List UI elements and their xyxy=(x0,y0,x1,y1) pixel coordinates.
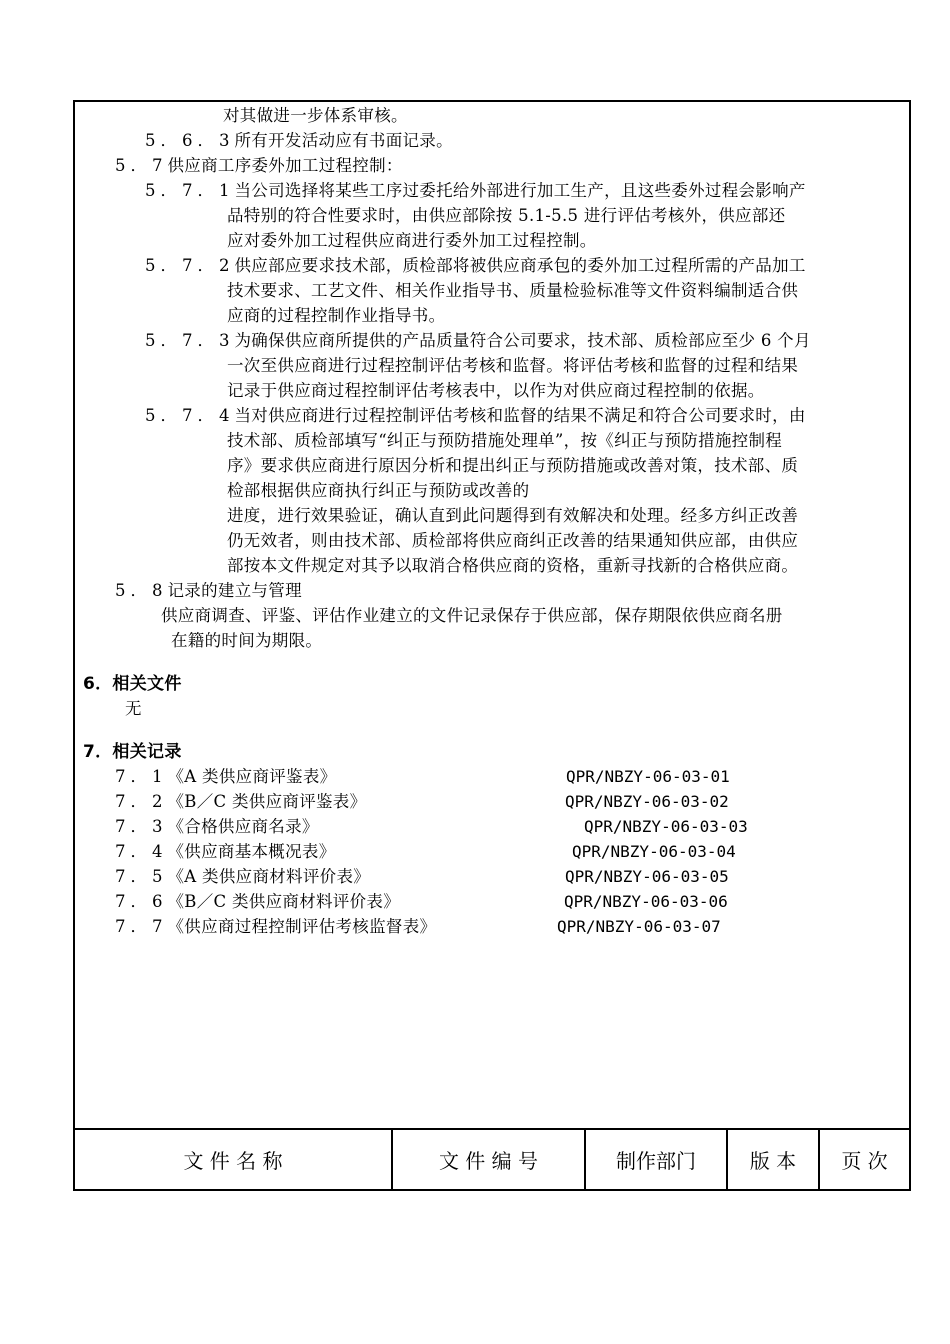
record-name: 《供应商基本概况表》 xyxy=(167,842,336,861)
record-item xyxy=(115,842,336,862)
record-code: QPR/NBZY-06-03-05 xyxy=(565,867,729,886)
clause-5-7-2 xyxy=(145,256,806,276)
record-name: 《合格供应商名录》 xyxy=(167,817,319,836)
record-number: 7．7 xyxy=(115,917,168,936)
record-code: QPR/NBZY-06-03-06 xyxy=(564,892,728,911)
text-line: 一次至供应商进行过程控制评估考核和监督。将评估考核和监督的过程和结果 xyxy=(227,356,799,375)
clause-text: 记录的建立与管理 xyxy=(167,581,302,600)
clause-number: 5．7．2 xyxy=(145,256,235,275)
record-code: QPR/NBZY-06-03-01 xyxy=(566,767,730,786)
footer-file-name: 文 件 名 称 xyxy=(75,1130,393,1189)
text-line: 技术要求、工艺文件、相关作业指导书、质量检验标准等文件资料编制适合供 xyxy=(227,281,799,300)
clause-5-6-3 xyxy=(145,131,453,151)
clause-number: 5．7．4 xyxy=(145,406,235,425)
clause-5-7-3 xyxy=(145,331,811,351)
document-frame xyxy=(73,100,911,1191)
section-7-heading: 7．相关记录 xyxy=(83,742,182,762)
clause-number: 5．6．3 xyxy=(145,131,235,150)
record-code: QPR/NBZY-06-03-04 xyxy=(572,842,736,861)
text-line: 检部根据供应商执行纠正与预防或改善的 xyxy=(227,481,530,500)
clause-number: 5．7．3 xyxy=(145,331,235,350)
text-line: 供应商调查、评鉴、评估作业建立的文件记录保存于供应部，保存期限依供应商名册 xyxy=(161,606,783,625)
record-code: QPR/NBZY-06-03-07 xyxy=(557,917,721,936)
clause-text: 为确保供应商所提供的产品质量符合公司要求，技术部、质检部应至少 6 个月 xyxy=(234,331,811,350)
record-item xyxy=(115,767,336,787)
record-item xyxy=(115,792,366,812)
footer-version: 版 本 xyxy=(728,1130,820,1189)
clause-number: 5．8 xyxy=(115,581,168,600)
clause-text: 所有开发活动应有书面记录。 xyxy=(234,131,453,150)
record-number: 7．1 xyxy=(115,767,168,786)
record-name: 《B／C 类供应商评鉴表》 xyxy=(167,792,367,811)
record-code: QPR/NBZY-06-03-03 xyxy=(584,817,748,836)
record-number: 7．6 xyxy=(115,892,168,911)
footer-file-number: 文 件 编 号 xyxy=(393,1130,586,1189)
text-line: 在籍的时间为期限。 xyxy=(171,631,323,650)
record-code: QPR/NBZY-06-03-02 xyxy=(565,792,729,811)
record-item xyxy=(115,817,319,837)
record-item xyxy=(115,892,400,912)
text-line: 记录于供应商过程控制评估考核表中，以作为对供应商过程控制的依据。 xyxy=(227,381,765,400)
clause-number: 5．7．1 xyxy=(145,181,235,200)
section-6-text: 无 xyxy=(125,699,142,718)
text-line: 进度，进行效果验证，确认直到此问题得到有效解决和处理。经多方纠正改善 xyxy=(227,506,799,525)
clause-5-7-4 xyxy=(145,406,806,426)
clause-text: 当公司选择将某些工序过委托给外部进行加工生产，且这些委外过程会影响产 xyxy=(234,181,806,200)
text-line: 技术部、质检部填写“纠正与预防措施处理单”，按《纠正与预防措施控制程 xyxy=(227,431,783,450)
footer-table xyxy=(75,1128,909,1189)
clause-5-7 xyxy=(115,156,403,176)
text-line: 对其做进一步体系审核。 xyxy=(223,106,408,125)
clause-text: 供应商工序委外加工过程控制： xyxy=(167,156,403,175)
text-line: 应商的过程控制作业指导书。 xyxy=(227,306,446,325)
footer-page: 页 次 xyxy=(841,1149,888,1173)
document-body xyxy=(75,102,909,1132)
footer-dept: 制作部门 xyxy=(586,1130,728,1189)
record-item xyxy=(115,917,436,937)
text-line: 品特别的符合性要求时，由供应部除按 5.1-5.5 进行评估考核外，供应部还 xyxy=(227,206,786,225)
record-name: 《A 类供应商评鉴表》 xyxy=(167,767,337,786)
clause-5-8 xyxy=(115,581,302,601)
record-number: 7．5 xyxy=(115,867,168,886)
clause-number: 5．7 xyxy=(115,156,168,175)
record-number: 7．4 xyxy=(115,842,168,861)
record-name: 《供应商过程控制评估考核监督表》 xyxy=(167,917,437,936)
text-line: 应对委外加工过程供应商进行委外加工过程控制。 xyxy=(227,231,597,250)
record-name: 《B／C 类供应商材料评价表》 xyxy=(167,892,400,911)
record-number: 7．3 xyxy=(115,817,168,836)
clause-text: 供应部应要求技术部，质检部将被供应商承包的委外加工过程所需的产品加工 xyxy=(234,256,806,275)
clause-5-7-1 xyxy=(145,181,806,201)
text-line: 部按本文件规定对其予以取消合格供应商的资格，重新寻找新的合格供应商。 xyxy=(227,556,799,575)
record-name: 《A 类供应商材料评价表》 xyxy=(167,867,371,886)
text-line: 仍无效者，则由技术部、质检部将供应商纠正改善的结果通知供应部，由供应 xyxy=(227,531,799,550)
record-item xyxy=(115,867,370,887)
section-6-heading: 6．相关文件 xyxy=(83,674,182,694)
record-number: 7．2 xyxy=(115,792,168,811)
text-line: 序》要求供应商进行原因分析和提出纠正与预防措施或改善对策，技术部、质 xyxy=(227,456,799,475)
clause-text: 当对供应商进行过程控制评估考核和监督的结果不满足和符合公司要求时，由 xyxy=(234,406,806,425)
